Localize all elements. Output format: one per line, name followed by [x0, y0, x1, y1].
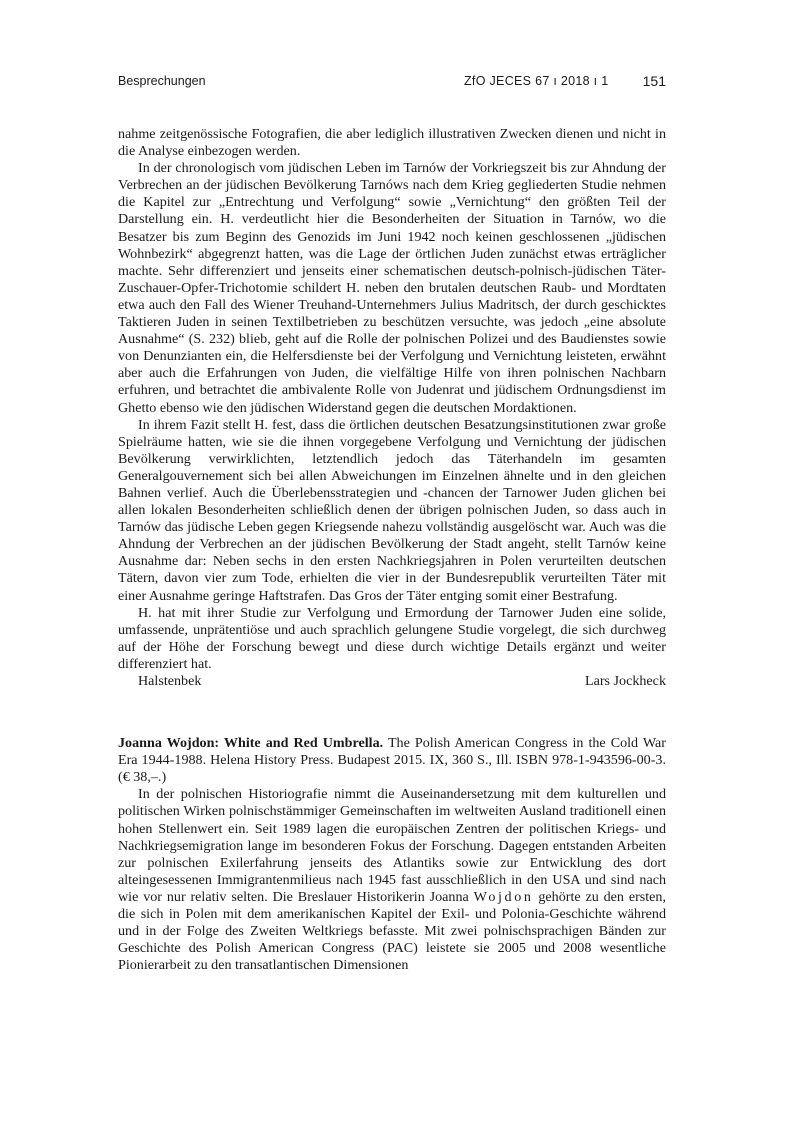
book-title: Joanna Wojdon: White and Red Umbrella. — [118, 735, 384, 752]
review-wojdon — [118, 735, 666, 974]
journal-info: ZfO JECES 67 ı 2018 ı 1 — [464, 74, 609, 88]
page-number: 151 — [642, 73, 666, 89]
author-name-spaced: Wojdon — [473, 888, 534, 905]
reviewer-location: Halstenbek — [138, 673, 202, 689]
paragraph — [118, 786, 666, 974]
book-citation — [118, 735, 666, 786]
review-jockheck — [118, 126, 666, 690]
reviewer-name: Lars Jockheck — [584, 673, 666, 689]
paragraph: In ihrem Fazit stellt H. fest, dass die örtlichen deutschen Besatzungsinstitutionen zwar große Spielräume hatten, wie sie die ihnen vorgegebene Verfolgung und Vernichtung der jüdischen Bevölkerung verwirklichten, letztendlich jedoch das Täterhandeln im gesamten Generalgouvernement sich bei allen Abweichungen im Einzelnen ähnelte und in den gleichen Bahnen verlief. Auch die Überlebensstrategien und -chancen der Tarnower Juden glichen bei allen lokalen Besonderheiten schließlich denen der übrigen polnischen Juden, so dass auch in Tarnów das jüdische Leben gegen Kriegsende nahezu vollständig ausgelöscht war. Auch was die Ahndung der Verbrechen an der jüdischen Bevölkerung der Stadt angeht, stellt Tarnów keine Ausnahme dar: Neben sechs in den ersten Nachkriegsjahren in Polen verurteilten deutschen Tätern, davon vier zum Tode, erhielten die vier in der Bundesrepublik verurteilten Täter mit einer Ausnahme geringe Haftstrafen. Das Gros der Täter entging somit einer Bestrafung. — [118, 416, 666, 604]
paragraph: In der chronologisch vom jüdischen Leben im Tarnów der Vorkriegszeit bis zur Ahndung der Verbrechen an der jüdischen Bevölkerung Tarnóws nach dem Krieg gegliederten Studie nehmen die Kapitel zur „Entrechtung und Verfolgung“ sowie „Vernichtung“ den größten Teil der Darstellung ein. H. verdeutlicht hier die Besonderheiten der Situation in Tarnów, wo die Besatzer bis zum Beginn des Genozids im Juni 1942 noch keinen geschlossenen „jüdischen Wohnbezirk“ abgegrenzt hatten, was die Lage der örtlichen Juden zunächst etwas erträglicher machte. Sehr differenziert und jenseits einer schematischen deutsch-polnisch-jüdischen Täter-Zuschauer-Opfer-Trichotomie schildert H. neben den brutalen deutschen Raub- und Mordtaten etwa auch den Fall des Wiener Treuhand-Unternehmers Julius Madritsch, der durch geschicktes Taktieren Juden in seinen Textilbetrieben zu beschützen versuchte, was jedoch „eine absolute Ausnahme“ (S. 232) blieb, geht auf die Rolle der polnischen Polizei und des Baudienstes sowie von Denunzianten ein, die Helfersdienste bei der Verfolgung und Vernichtung leisteten, erwähnt aber auch die Erfahrungen von Juden, die vielfältige Hilfe von ihren polnischen Nachbarn erfuhren, und betrachtet die ambivalente Rolle von Judenrat und jüdischem Ordnungsdienst im Ghetto ebenso wie den jüdischen Widerstand gegen die deutschen Mordaktionen. — [118, 160, 666, 416]
section-title: Besprechungen — [118, 74, 206, 88]
page-body — [118, 126, 666, 974]
paragraph-continued: nahme zeitgenössische Fotografien, die aber lediglich illustrativen Zwecken dienen und nicht in die Analyse einbezogen werden. — [118, 126, 666, 160]
book-bibliography: The Polish American Congress in the Cold War Era 1944-1988. Helena History Press. Budapest 2015. IX, 360 S., Ill. ISBN 978-1-943596-00-3. (€ 38,–.) — [118, 735, 666, 786]
running-header — [118, 74, 666, 94]
paragraph: H. hat mit ihrer Studie zur Verfolgung und Ermordung der Tarnower Juden eine solide, umfassende, unprätentiöse und auch sprachlich gelungene Studie vorgelegt, die sich durchweg auf der Höhe der Forschung bewegt und diese durch wichtige Details ergänzt und weiter differenziert hat. — [118, 604, 666, 672]
paragraph-text: In der polnischen Historiografie nimmt die Auseinandersetzung mit dem kulturellen und politischen Wirken polnischstämmiger Gemeinschaften im weltweiten Ausland traditionell einen hohen Stellenwert ein. Seit 1989 lagen die europäischen Zentren der politischen Kriegs- und Nachkriegsemigration lange im besonderen Fokus der Forschung. Dagegen entstanden Arbeiten zur polnischen Exilerfahrung jenseits des Atlantiks sowie zur Entwicklung des dort alteingesessenen Immigrantenmilieus nach 1945 fast ausschließlich in den USA und sind nach wie vor nur relativ selten. Die Breslauer Historikerin Joanna — [118, 786, 666, 905]
review-signature — [118, 673, 666, 690]
paragraph-text: gehörte zu den ersten, die sich in Polen mit dem amerikanischen Kapitel der Exil- und Polonia-Geschichte während und in der Folge des Zweiten Weltkriegs befasste. Mit zwei polnischsprachigen Bänden zur Geschichte des Polish American Congress (PAC) leistete sie 2005 und 2008 wesentliche Pionierarbeit zu den transatlantischen Dimensionen — [118, 888, 667, 974]
